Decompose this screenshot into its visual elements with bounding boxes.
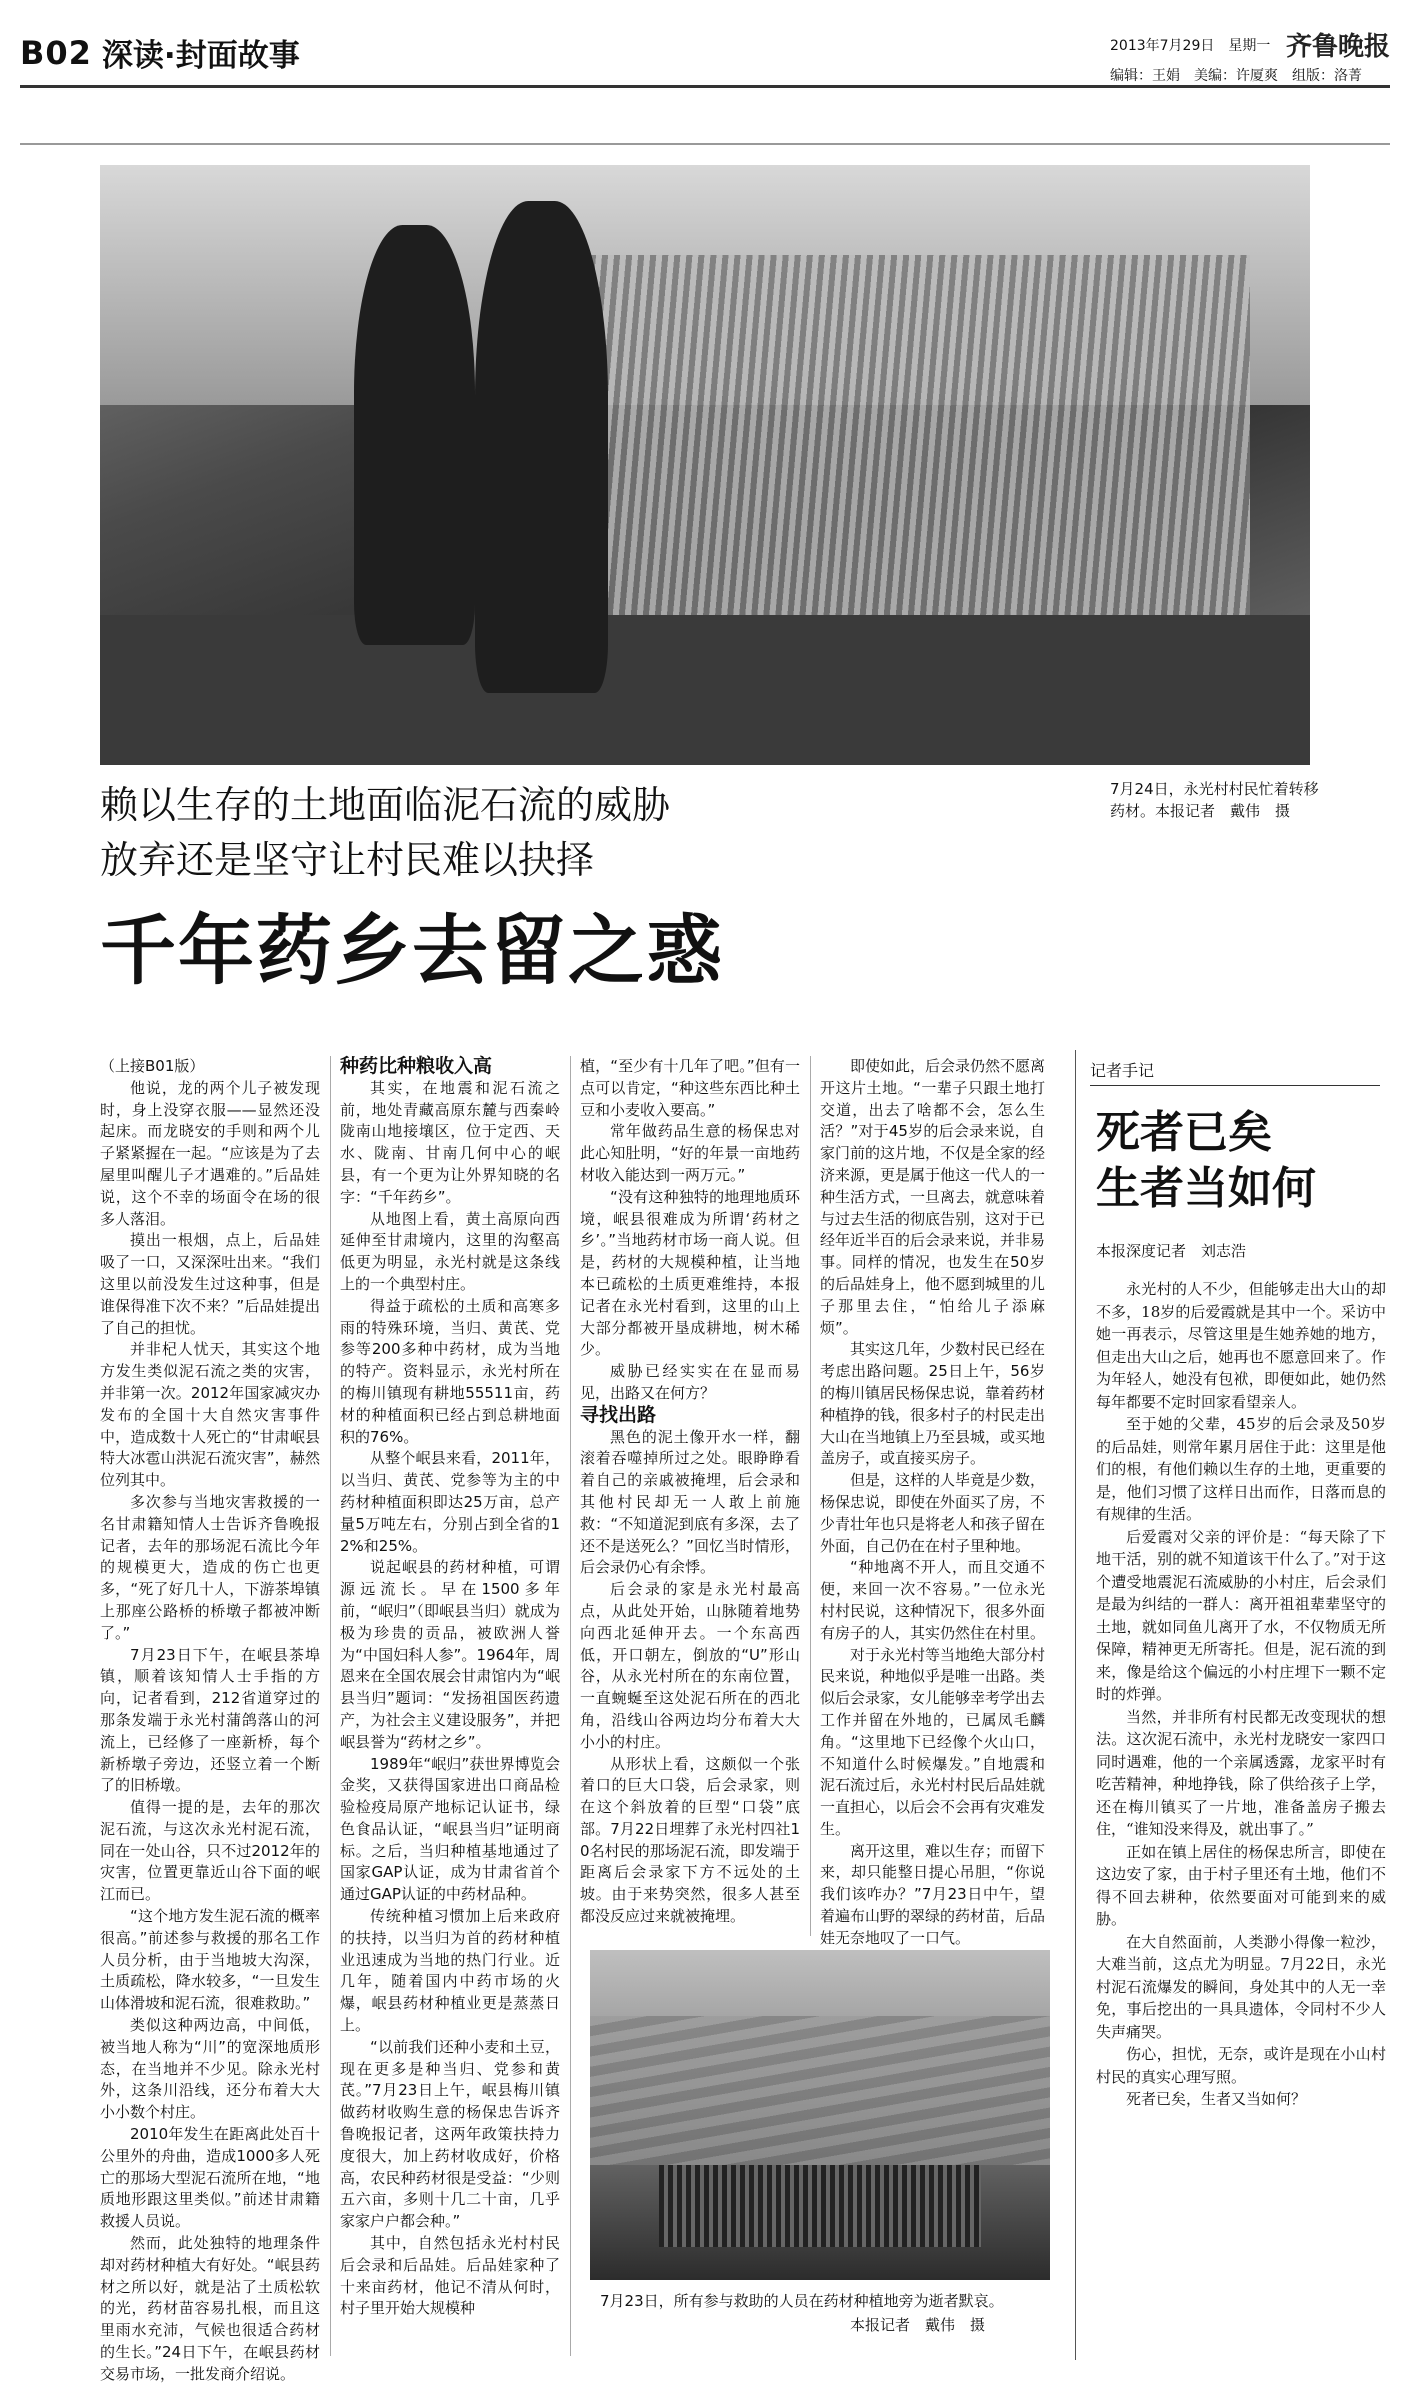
paragraph: 从整个岷县来看，2011年，以当归、黄芪、党参等为主的中药材种植面积即达25万亩，总产量5万吨左右，分别占到全省的12%和25%。 <box>340 1449 560 1555</box>
paragraph: 黑色的泥土像开水一样，翻滚着吞噬掉所过之处。眼睁睁看着自己的亲戚被掩埋，后会录和其他村民却无一人敢上前施救：“不知道泥到底有多深，去了还不是送死么？”回忆当时情形，后会录仍心有余悸。 <box>580 1427 800 1577</box>
sidebar-tag: 记者手记 <box>1090 1058 1380 1086</box>
paragraph: 得益于疏松的土质和高寒多雨的特殊环境，当归、黄芪、党参等200多种中药材，成为当地的特产。资料显示，永光村所在的梅川镇现有耕地55511亩，药材的种植面积已经占到总耕地面积的76%。 <box>340 1296 560 1446</box>
section-label: 深读 <box>101 38 164 74</box>
paragraph: 传统种植习惯加上后来政府的扶持，以当归为首的药材种植业迅速成为当地的热门行业。近几年，随着国内中药市场的火爆，岷县药材种植业更是蒸蒸日上。 <box>340 1907 560 2035</box>
memorial-photo-credit: 本报记者 戴伟 摄 <box>850 2316 986 2334</box>
paragraph: 当然，并非所有村民都无改变现状的想法。这次泥石流中，永光村龙晓安一家四口同时遇难，他的一个亲属透露，龙家平时有吃苦精神，种地挣钱，除了供给孩子上学，还在梅川镇买了一片地，准备盖房子搬去住，“谁知没来得及，就出事了。” <box>1096 1707 1386 1838</box>
paragraph: 值得一提的是，去年的那次泥石流，与这次永光村泥石流，同在一处山谷，只不过2012年的灾害，位置更靠近山谷下面的岷江而已。 <box>100 1798 320 1904</box>
paragraph: 正如在镇上居住的杨保忠所言，即使在这边安了家，由于村子里还有土地，他们不得不回去耕种，依然要面对可能到来的威胁。 <box>1096 1842 1386 1928</box>
paragraph: 多次参与当地灾害救援的一名甘肃籍知情人士告诉齐鲁晚报记者，去年的那场泥石流比今年的规模更大，造成的伤亡也更多，“死了好几十人，下游茶埠镇上那座公路桥的桥墩子都被冲断了。” <box>100 1492 320 1642</box>
paragraph: 即使如此，后会录仍然不愿离开这片土地。“一辈子只跟土地打交道，出去了啥都不会，怎么生活？”对于45岁的后会录来说，自家门前的这片地，不仅是全家的经济来源，更是属于他这一代人的一种生活方式，一旦离去，就意味着与过去生活的彻底告别，这对于已经年近半百的后会录来说，并非易事。同样的情况，也发生在50岁的后品娃身上，他不愿到城里的儿子那里去住，“怕给儿子添麻烦”。 <box>820 1057 1046 1337</box>
paragraph: 伤心，担忧，无奈，或许是现在小山村村民的真实心理写照。 <box>1096 2045 1386 2086</box>
header-info <box>1110 26 1390 85</box>
column-divider <box>330 1056 331 2356</box>
memorial-photo-caption: 7月23日，所有参与救助的人员在药材种植地旁为逝者默哀。 <box>600 2292 1004 2310</box>
paragraph: 对于永光村等当地绝大部分村民来说，种地似乎是唯一出路。类似后会录家，女儿能够幸考学出去工作并留在外地的，已属凤毛麟角。“这里地下已经像个火山口，不知道什么时候爆发。”自地震和泥石流过后，永光村村民后品娃就一直担心，以后会不会再有灾难发生。 <box>820 1645 1046 1838</box>
sidebar-title-line-2: 生者当如何 <box>1096 1163 1316 1214</box>
paragraph: 其实，在地震和泥石流之前，地处青藏高原东麓与西秦岭陇南山地接壤区，位于定西、天水、陇南、甘南几何中心的岷县，有一个更为让外界知晓的名字：“千年药乡”。 <box>340 1078 560 1206</box>
paragraph: 7月23日下午，在岷县茶埠镇，顺着该知情人士手指的方向，记者看到，212省道穿过的那条发端于永光村蒲鸽落山的河流上，已经修了一座新桥，每个新桥墩子旁边，还竖立着一个断了的旧桥墩。 <box>100 1645 320 1795</box>
sidebar-title <box>1096 1105 1316 1217</box>
column-divider <box>810 1056 811 1936</box>
article-column-4 <box>820 1056 1046 1947</box>
paragraph: 离开这里，难以生存；而留下来，却只能整日提心吊胆，“你说我们该咋办？”7月23日中午，望着遍布山野的翠绿的药材苗，后品娃无奈地叹了一口气。 <box>820 1841 1046 1947</box>
sidebar-divider <box>1075 1050 1076 2360</box>
paragraph: 其中，自然包括永光村村民后会录和后品娃。后品娃家种了十来亩药材，他记不清从何时，村子里开始大规模种 <box>340 2234 560 2318</box>
paragraph: “种地离不开人，而且交通不便，来回一次不容易。”一位永光村村民说，这种情况下，很多外面有房子的人，其实仍然住在村里。 <box>820 1558 1046 1642</box>
paragraph: 后会录的家是永光村最高点，从此处开始，山脉随着地势向西北延伸开去。一个东高西低，开口朝左，倒放的“U”形山谷，从永光村所在的东南位置，一直蜿蜒至这处泥石所在的西北角，沿线山谷两边均分布着大大小小的村庄。 <box>580 1580 800 1751</box>
section-separator: · <box>163 38 176 74</box>
sidebar-title-line-1: 死者已矣 <box>1096 1107 1272 1158</box>
subhead-finding-way: 寻找出路 <box>580 1403 657 1426</box>
sidebar-body <box>1096 1278 1386 2358</box>
column-divider <box>570 1056 571 2356</box>
paragraph: 然而，此处独特的地理条件却对药材种植大有好处。“岷县药材之所以好，就是沾了土质松软的光，药材苗容易扎根，而且这里雨水充沛，气候也很适合药材的生长。”24日下午，在岷县药材交易市场，一批发商介绍说。 <box>100 2234 320 2383</box>
issue-date: 2013年7月29日 星期一 <box>1110 37 1271 54</box>
memorial-photo <box>590 1950 1050 2280</box>
continuation-note: （上接B01版） <box>100 1057 205 1075</box>
header-rule <box>20 85 1390 88</box>
editor-credits: 编辑：王娟 美编：许厦爽 组版：洛菁 <box>1110 68 1362 84</box>
section-name <box>102 30 300 75</box>
paragraph: 2010年发生在距离此处百十公里外的舟曲，造成1000多人死亡的那场大型泥石流所在地，“地质地形跟这里类似。”前述甘肃籍救援人员说。 <box>100 2125 320 2231</box>
paragraph: 1989年“岷归”获世界博览会金奖，又获得国家进出口商品检验检疫局原产地标记认证书，绿色食品认证，“岷县当归”证明商标。之后，当归种植基地通过了国家GAP认证，成为甘肃省首个通过GAP认证的中药材品种。 <box>340 1754 560 1904</box>
paragraph: “没有这种独特的地理地质环境，岷县很难成为所谓‘药材之乡’。”当地药材市场一商人说。但是，药材的大规模种植，让当地本已疏松的土质更难维持，本报记者在永光村看到，这里的山上大部分都被开垦成耕地，树木稀少。 <box>580 1187 800 1359</box>
paragraph: 但是，这样的人毕竟是少数，杨保忠说，即使在外面买了房，不少青壮年也只是将老人和孩子留在外面，自己仍在在村子里种地。 <box>820 1471 1046 1555</box>
subhead-income: 种药比种粮收入高 <box>340 1055 493 1077</box>
paragraph: 类似这种两边高，中间低，被当地人称为“川”的宽深地质形态，在当地并不少见。除永光村外，这条川沿线，还分布着大大小小数个村庄。 <box>100 2016 320 2122</box>
headline: 千年药乡去留之惑 <box>100 906 724 995</box>
paragraph: 其实这几年，少数村民已经在考虑出路问题。25日上午，56岁的梅川镇居民杨保忠说，靠着药材种植挣的钱，很多村子的村民走出大山在当地镇上乃至县城，或买地盖房子，或直接买房子。 <box>820 1340 1046 1468</box>
paragraph: 他说，龙的两个儿子被发现时，身上没穿衣服——显然还没起床。而龙晓安的手则和两个儿子紧紧握在一起。“应该是为了去屋里叫醒儿子才遇难的。”后品娃说，这个不幸的场面令在场的很多人落泪。 <box>100 1078 320 1228</box>
paragraph: 说起岷县的药材种植，可谓源远流长。早在1500多年前，“岷归”（即岷县当归）就成为极为珍贵的贡品，被欧洲人誉为“中国妇科人参”。1964年，周恩来在全国农展会甘肃馆内为“岷县当归”题词：“发扬祖国医药遗产，为社会主义建设服务”，并把岷县誉为“药材之乡”。 <box>340 1558 560 1751</box>
subsection-label: 封面故事 <box>175 38 300 74</box>
masthead-logo: 齐鲁晚报 <box>1285 32 1390 62</box>
paragraph: 摸出一根烟，点上，后品娃吸了一口，又深深吐出来。“我们这里以前没发生过这种事，但是谁保得准下次不来？”后品娃提出了自己的担忧。 <box>100 1231 320 1337</box>
deck <box>100 778 670 888</box>
paragraph: 从形状上看，这颇似一个张着口的巨大口袋，后会录家，则在这个斜放着的巨型“口袋”底部。7月22日埋葬了永光村四社10名村民的那场泥石流，即发端于距离后会录家下方不远处的土坡。由于来势突然，很多人甚至都没反应过来就被掩埋。 <box>580 1754 800 1926</box>
article-column-2 <box>340 1056 560 2356</box>
deck-line-1: 赖以生存的土地面临泥石流的威胁 <box>100 783 671 827</box>
header-rule-thin <box>20 143 1390 145</box>
sidebar-byline: 本报深度记者 刘志浩 <box>1096 1242 1247 1260</box>
paragraph: 植，“至少有十几年了吧。”但有一点可以肯定，“种这些东西比种土豆和小麦收入要高。” <box>580 1057 800 1119</box>
paragraph: 永光村的人不少，但能够走出大山的却不多，18岁的后爱霞就是其中一个。采访中她一再表示，尽管这里是生她养她的地方，但走出大山之后，她再也不愿意回来了。作为年轻人，她没有包袱，即便如此，她仍然每年都要不定时回家看望亲人。 <box>1096 1280 1386 1411</box>
paragraph: 死者已矣，生者又当如何？ <box>1126 2090 1307 2108</box>
paragraph: “这个地方发生泥石流的概率很高。”前述参与救援的那名工作人员分析，由于当地坡大沟深，土质疏松，降水较多，“一旦发生山体滑坡和泥石流，很难救助。” <box>100 1907 320 2013</box>
page-number: B02 <box>20 33 92 72</box>
deck-line-2: 放弃还是坚守让村民难以抉择 <box>100 838 595 882</box>
paragraph: 并非杞人忧天，其实这个地方发生类似泥石流之类的灾害，并非第一次。2012年国家减灾办发布的全国十大自然灾害事件中，造成数十人死亡的“甘肃岷县特大冰雹山洪泥石流灾害”，赫然位列其中。 <box>100 1340 320 1490</box>
main-photo <box>100 165 1310 765</box>
article-column-1 <box>100 1056 320 2383</box>
article-column-3 <box>580 1056 800 1936</box>
paragraph: 至于她的父辈，45岁的后会录及50岁的后品娃，则常年累月居住于此：这里是他们的根，有他们赖以生存的土地，更重要的是，他们习惯了这样日出而作，日落而息的有规律的生活。 <box>1096 1415 1386 1523</box>
paragraph: 常年做药品生意的杨保忠对此心知肚明，“好的年景一亩地药材收入能达到一两万元。” <box>580 1122 800 1184</box>
paragraph: 威胁已经实实在在显而易见，出路又在何方？ <box>580 1362 800 1402</box>
paragraph: “以前我们还种小麦和土豆，现在更多是种当归、党参和黄芪。”7月23日上午，岷县梅川镇做药材收购生意的杨保忠告诉齐鲁晚报记者，这两年政策扶持力度很大，加上药材收成好，价格高，农民种药材很是受益：“少则五六亩，多则十几二十亩，几乎家家户户都会种。” <box>340 2037 560 2231</box>
paragraph: 后爱霞对父亲的评价是：“每天除了下地干活，别的就不知道该干什么了。”对于这个遭受地震泥石流威胁的小村庄，后会录们是最为纠结的一群人：离开祖祖辈辈坚守的土地，就如同鱼儿离开了水，不仅物质无所保障，精神更无所寄托。但是，泥石流的到来，像是给这个偏远的小村庄埋下一颗不定时的炸弹。 <box>1096 1527 1386 1703</box>
paragraph: 在大自然面前，人类渺小得像一粒沙，大难当前，这点尤为明显。7月22日，永光村泥石流爆发的瞬间，身处其中的人无一幸免，事后挖出的一具具遗体，令同村不少人失声痛哭。 <box>1096 1932 1386 2041</box>
section-header <box>20 30 300 75</box>
photo-caption: 7月24日，永光村村民忙着转移药材。本报记者 戴伟 摄 <box>1110 780 1319 820</box>
paragraph: 从地图上看，黄土高原向西延伸至甘肃境内，这里的沟壑高低更为明显，永光村就是这条线上的一个典型村庄。 <box>340 1209 560 1293</box>
